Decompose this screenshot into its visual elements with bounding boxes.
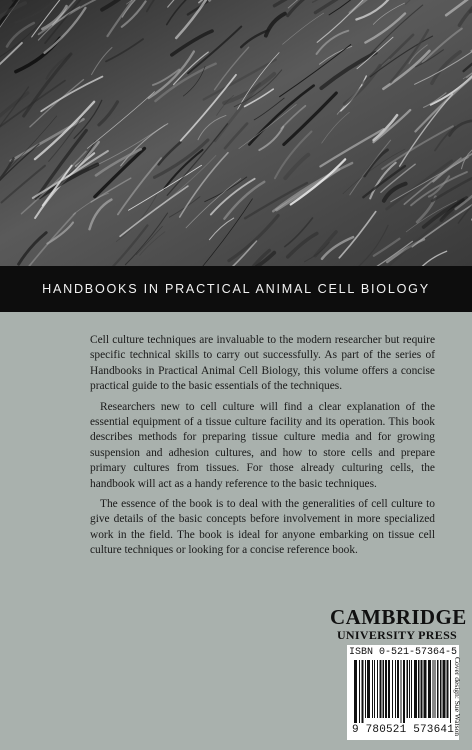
- barcode-bar: [359, 660, 360, 723]
- barcode-bar: [365, 660, 366, 718]
- barcode-bar: [411, 660, 412, 718]
- cover-micrograph-image: [0, 0, 472, 266]
- barcode-icon: [352, 660, 454, 723]
- barcode-panel: [347, 645, 459, 740]
- barcode-bar: [380, 660, 382, 718]
- barcode-bar: [437, 660, 439, 718]
- barcode-bar: [354, 660, 357, 723]
- barcode-bar: [395, 660, 396, 718]
- blurb-paragraph-3: The essence of the book is to deal with the generalities of cell culture to give details of the basic concepts before involvement in more specialized work in the field. The book is ideal for anyone embarking on tissue cell culture techniques or looking for a concise reference book.: [90, 498, 435, 557]
- barcode-bar: [403, 660, 405, 723]
- barcode-bar: [385, 660, 387, 718]
- barcode-bar: [367, 660, 370, 718]
- barcode-bar: [377, 660, 378, 718]
- series-title-banner: HANDBOOKS IN PRACTICAL ANIMAL CELL BIOLOGY: [0, 266, 472, 312]
- barcode-bar: [401, 660, 402, 723]
- barcode-bar: [435, 660, 436, 718]
- barcode-bar: [409, 660, 410, 718]
- blurb-paragraph-1: Cell culture techniques are invaluable to the modern researcher but require specific technical skills to carry out successfully. As part of the series of Handbooks in Practical Animal Cell Biology, this volume offers a concise practical guide to the basic essentials of the techniques.: [90, 334, 435, 393]
- cover-design-credit: Cover design: Sue Watson: [453, 657, 462, 737]
- barcode-bar: [372, 660, 373, 718]
- barcode-bar: [397, 660, 399, 718]
- blurb-paragraph-2: Researchers new to cell culture will find a clear explanation of the essential equipment of a tissue culture facility and its operation. This book describes methods for preparing tissue culture media and for growing suspension and adhesion cultures, and how to store cells and prepare primary cultures from tissues. For those already culturing cells, the handbook will act as a handy reference to the basic techniques.: [90, 400, 435, 490]
- barcode-number: 9 780521 573641: [351, 724, 455, 736]
- publisher-subtitle: UNIVERSITY PRESS: [336, 628, 458, 642]
- back-cover-blurb: [90, 333, 435, 564]
- barcode-bar: [450, 660, 451, 723]
- barcode-bar: [392, 660, 393, 718]
- barcode-bar: [447, 660, 449, 718]
- barcode-bar: [407, 660, 409, 718]
- barcode-bar: [433, 660, 434, 718]
- barcode-bar: [383, 660, 385, 718]
- barcode-bar: [421, 660, 423, 718]
- barcode-bar: [362, 660, 364, 723]
- barcode-bar: [418, 660, 420, 718]
- barcode-bar: [374, 660, 375, 718]
- barcode-bar: [388, 660, 390, 718]
- publisher-name: CAMBRIDGE: [330, 605, 467, 629]
- micrograph-texture: [0, 0, 472, 266]
- barcode-bar: [443, 660, 446, 718]
- barcode-bar: [440, 660, 442, 718]
- barcode-bar: [428, 660, 431, 718]
- isbn-label: ISBN 0-521-57364-5: [348, 647, 458, 658]
- barcode-bar: [424, 660, 427, 718]
- barcode-bar: [414, 660, 417, 718]
